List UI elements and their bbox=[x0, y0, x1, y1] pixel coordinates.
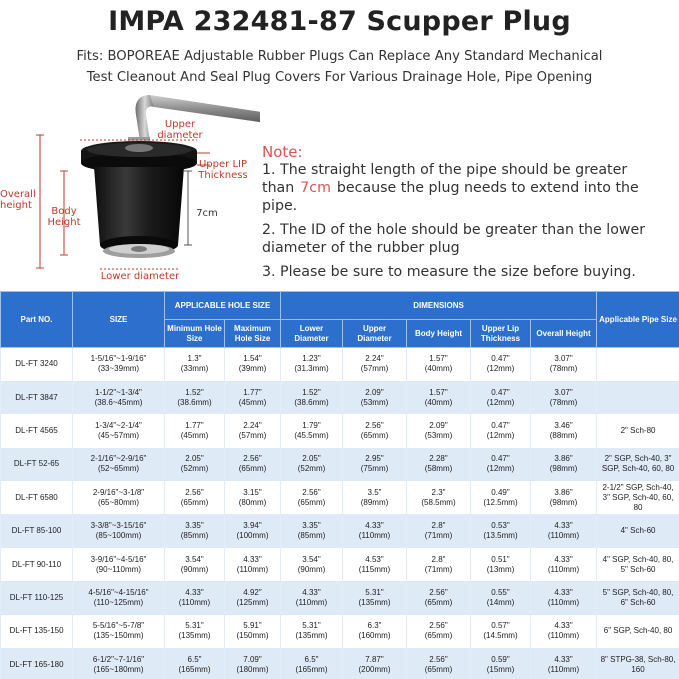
cell-body-height: 2.56" (65mm) bbox=[407, 648, 471, 679]
cell-size: 2-9/16"~3-1/8" (65~80mm) bbox=[73, 481, 165, 514]
cell-min-hole: 2.56" (65mm) bbox=[165, 481, 225, 514]
cell-lower-diameter: 4.33" (110mm) bbox=[281, 581, 343, 614]
cell-upper-lip: 0.47" (12mm) bbox=[471, 414, 531, 447]
cell-size: 3-9/16"~4-5/16" (90~110mm) bbox=[73, 548, 165, 581]
cell-lower-diameter: 1.52" (38.6mm) bbox=[281, 381, 343, 414]
cell-body-height: 2.8" (71mm) bbox=[407, 514, 471, 547]
col-upper-diameter: Upper Diameter bbox=[343, 320, 407, 348]
col-upper-lip: Upper Lip Thickness bbox=[471, 320, 531, 348]
cell-upper-diameter: 7.87" (200mm) bbox=[343, 648, 407, 679]
cell-body-height: 2.8" (71mm) bbox=[407, 548, 471, 581]
subtitle-line-1: Fits: BOPOREAE Adjustable Rubber Plugs Can Replace Any Standard Mechanical bbox=[76, 49, 603, 64]
cell-min-hole: 1.3" (33mm) bbox=[165, 348, 225, 381]
cell-size: 3-3/8"~3-15/16" (85~100mm) bbox=[73, 514, 165, 547]
cell-body-height: 2.09" (53mm) bbox=[407, 414, 471, 447]
cell-overall-height: 3.46" (88mm) bbox=[531, 414, 597, 447]
cell-upper-lip: 0.59" (15mm) bbox=[471, 648, 531, 679]
cell-body-height: 2.28" (58mm) bbox=[407, 448, 471, 481]
cell-upper-diameter: 2.09" (53mm) bbox=[343, 381, 407, 414]
cell-pipe-size: 6" SGP, Sch-40, 80 bbox=[597, 615, 679, 648]
table-row bbox=[1, 548, 679, 581]
cell-upper-lip: 0.55" (14mm) bbox=[471, 581, 531, 614]
cell-upper-diameter: 2.56" (65mm) bbox=[343, 414, 407, 447]
cell-lower-diameter: 1.79" (45.5mm) bbox=[281, 414, 343, 447]
cell-upper-lip: 0.53" (13.5mm) bbox=[471, 514, 531, 547]
cell-overall-height: 4.33" (110mm) bbox=[531, 615, 597, 648]
cell-part-no: DL-FT 3240 bbox=[1, 348, 73, 381]
cell-pipe-size: 2" Sch-80 bbox=[597, 414, 679, 447]
cell-part-no: DL-FT 4565 bbox=[1, 414, 73, 447]
size-table bbox=[0, 291, 679, 679]
body-height-label: Body Height bbox=[47, 206, 81, 228]
table-row bbox=[1, 514, 679, 547]
pipe-length-highlight: 7cm bbox=[300, 180, 331, 196]
cell-lower-diameter: 2.56" (65mm) bbox=[281, 481, 343, 514]
col-dimensions: DIMENSIONS bbox=[281, 292, 597, 320]
col-lower-diameter: Lower Diameter bbox=[281, 320, 343, 348]
cell-overall-height: 3.86" (98mm) bbox=[531, 448, 597, 481]
cell-upper-diameter: 6.3" (160mm) bbox=[343, 615, 407, 648]
cell-upper-diameter: 4.33" (110mm) bbox=[343, 514, 407, 547]
cell-min-hole: 2.05" (52mm) bbox=[165, 448, 225, 481]
note-item-1: 1. The straight length of the pipe should be greater than 7cm because the plug needs to extend into the pipe. bbox=[262, 162, 639, 214]
cell-max-hole: 2.24" (57mm) bbox=[225, 414, 281, 447]
cell-upper-lip: 0.47" (12mm) bbox=[471, 381, 531, 414]
rubber-body bbox=[94, 167, 184, 245]
cell-part-no: DL-FT 52-65 bbox=[1, 448, 73, 481]
cell-body-height: 1.57" (40mm) bbox=[407, 348, 471, 381]
cell-size: 5-5/16"~5-7/8" (135~150mm) bbox=[73, 615, 165, 648]
table-row bbox=[1, 581, 679, 614]
col-applicable-hole-size: APPLICABLE HOLE SIZE bbox=[165, 292, 281, 320]
cell-upper-diameter: 4.53" (115mm) bbox=[343, 548, 407, 581]
overall-height-label: Overall height bbox=[0, 189, 36, 211]
cell-part-no: DL-FT 165-180 bbox=[1, 648, 73, 679]
page-subtitle bbox=[0, 46, 679, 88]
cell-body-height: 2.56" (65mm) bbox=[407, 581, 471, 614]
seven-cm-label: 7cm bbox=[196, 208, 218, 219]
cell-part-no: DL-FT 110-125 bbox=[1, 581, 73, 614]
cell-overall-height: 4.33" (110mm) bbox=[531, 581, 597, 614]
plug-diagram bbox=[0, 85, 260, 290]
subtitle-line-2: Test Cleanout And Seal Plug Covers For Various Drainage Hole, Pipe Opening bbox=[86, 70, 593, 85]
cell-max-hole: 1.77" (45mm) bbox=[225, 381, 281, 414]
cell-part-no: DL-FT 6580 bbox=[1, 481, 73, 514]
cell-lower-diameter: 3.35" (85mm) bbox=[281, 514, 343, 547]
cell-size: 1-5/16"~1-9/16" (33~39mm) bbox=[73, 348, 165, 381]
table-row bbox=[1, 481, 679, 514]
cell-lower-diameter: 6.5" (165mm) bbox=[281, 648, 343, 679]
cell-min-hole: 1.52" (38.6mm) bbox=[165, 381, 225, 414]
cell-upper-diameter: 2.95" (75mm) bbox=[343, 448, 407, 481]
cell-overall-height: 4.33" (110mm) bbox=[531, 514, 597, 547]
cell-upper-lip: 0.47" (12mm) bbox=[471, 348, 531, 381]
cell-overall-height: 4.33" (110mm) bbox=[531, 648, 597, 679]
upper-lip-label: Upper LIP Thickness bbox=[198, 159, 248, 181]
cell-upper-lip: 0.57" (14.5mm) bbox=[471, 615, 531, 648]
upper-diameter-label: Upper diameter bbox=[157, 119, 203, 141]
cell-pipe-size: 4" Sch-60 bbox=[597, 514, 679, 547]
cell-upper-diameter: 3.5" (89mm) bbox=[343, 481, 407, 514]
cell-max-hole: 5.91" (150mm) bbox=[225, 615, 281, 648]
col-body-height: Body Height bbox=[407, 320, 471, 348]
plug-illustration bbox=[0, 85, 260, 290]
cell-pipe-size bbox=[597, 348, 679, 381]
cell-lower-diameter: 3.54" (90mm) bbox=[281, 548, 343, 581]
cell-max-hole: 4.92" (125mm) bbox=[225, 581, 281, 614]
cell-lower-diameter: 5.31" (135mm) bbox=[281, 615, 343, 648]
cell-body-height: 2.3" (58.5mm) bbox=[407, 481, 471, 514]
lower-diameter-label: Lower diameter bbox=[100, 271, 180, 282]
cell-min-hole: 3.54" (90mm) bbox=[165, 548, 225, 581]
cell-lower-diameter: 2.05" (52mm) bbox=[281, 448, 343, 481]
cell-part-no: DL-FT 135-150 bbox=[1, 615, 73, 648]
cell-max-hole: 7.09" (180mm) bbox=[225, 648, 281, 679]
cell-pipe-size: 5" SGP, Sch-40, 80, 6" Sch-60 bbox=[597, 581, 679, 614]
cell-upper-lip: 0.51" (13mm) bbox=[471, 548, 531, 581]
cell-part-no: DL-FT 90-110 bbox=[1, 548, 73, 581]
cell-min-hole: 3.35" (85mm) bbox=[165, 514, 225, 547]
cell-overall-height: 3.07" (78mm) bbox=[531, 348, 597, 381]
cell-upper-lip: 0.49" (12.5mm) bbox=[471, 481, 531, 514]
cell-max-hole: 4.33" (110mm) bbox=[225, 548, 281, 581]
note-header: Note: bbox=[262, 143, 303, 161]
cell-pipe-size bbox=[597, 381, 679, 414]
cell-min-hole: 5.31" (135mm) bbox=[165, 615, 225, 648]
page-title: IMPA 232481-87 Scupper Plug bbox=[108, 6, 571, 37]
cell-min-hole: 4.33" (110mm) bbox=[165, 581, 225, 614]
cell-pipe-size: 2-1/2" SGP, Sch-40, 3" SGP, Sch-40, 60, 80 bbox=[597, 481, 679, 514]
table-row bbox=[1, 414, 679, 447]
col-min-hole: Minimum Hole Size bbox=[165, 320, 225, 348]
table-row bbox=[1, 381, 679, 414]
table-row bbox=[1, 615, 679, 648]
cell-min-hole: 6.5" (165mm) bbox=[165, 648, 225, 679]
cell-size: 2-1/16"~2-9/16" (52~65mm) bbox=[73, 448, 165, 481]
table-row bbox=[1, 348, 679, 381]
note-section bbox=[262, 143, 677, 287]
cell-size: 6-1/2"~7-1/16" (165~180mm) bbox=[73, 648, 165, 679]
note-item-2: 2. The ID of the hole should be greater than the lower diameter of the rubber plug bbox=[262, 222, 646, 256]
cell-pipe-size: 4" SGP, Sch-40, 80, 5" Sch-60 bbox=[597, 548, 679, 581]
col-part-no: Part NO. bbox=[1, 292, 73, 348]
note-item-3: 3. Please be sure to measure the size before buying. bbox=[262, 264, 636, 280]
cell-overall-height: 4.33" (110mm) bbox=[531, 548, 597, 581]
cell-part-no: DL-FT 85-100 bbox=[1, 514, 73, 547]
col-applicable-pipe-size: Applicable Pipe Size bbox=[597, 292, 679, 348]
cell-upper-diameter: 5.31" (135mm) bbox=[343, 581, 407, 614]
cell-body-height: 1.57" (40mm) bbox=[407, 381, 471, 414]
cell-pipe-size: 8" STPG-38, Sch-80, 160 bbox=[597, 648, 679, 679]
cell-overall-height: 3.07" (78mm) bbox=[531, 381, 597, 414]
col-size: SIZE bbox=[73, 292, 165, 348]
cell-max-hole: 3.94" (100mm) bbox=[225, 514, 281, 547]
cell-pipe-size: 2" SGP, Sch-40, 3" SGP, Sch-40, 60, 80 bbox=[597, 448, 679, 481]
cell-size: 1-1/2"~1-3/4" (38.6~45mm) bbox=[73, 381, 165, 414]
cell-size: 4-5/16"~4-15/16" (110~125mm) bbox=[73, 581, 165, 614]
cell-upper-diameter: 2.24" (57mm) bbox=[343, 348, 407, 381]
cell-max-hole: 1.54" (39mm) bbox=[225, 348, 281, 381]
cell-min-hole: 1.77" (45mm) bbox=[165, 414, 225, 447]
cell-part-no: DL-FT 3847 bbox=[1, 381, 73, 414]
cell-body-height: 2.56" (65mm) bbox=[407, 615, 471, 648]
cell-upper-lip: 0.47" (12mm) bbox=[471, 448, 531, 481]
cell-max-hole: 2.56" (65mm) bbox=[225, 448, 281, 481]
cell-max-hole: 3.15" (80mm) bbox=[225, 481, 281, 514]
cell-size: 1-3/4"~2-1/4" (45~57mm) bbox=[73, 414, 165, 447]
cell-lower-diameter: 1.23" (31.3mm) bbox=[281, 348, 343, 381]
col-overall-height: Overall Height bbox=[531, 320, 597, 348]
table-row bbox=[1, 648, 679, 679]
table-row bbox=[1, 448, 679, 481]
col-max-hole: Maximum Hole Size bbox=[225, 320, 281, 348]
cell-overall-height: 3.86" (98mm) bbox=[531, 481, 597, 514]
